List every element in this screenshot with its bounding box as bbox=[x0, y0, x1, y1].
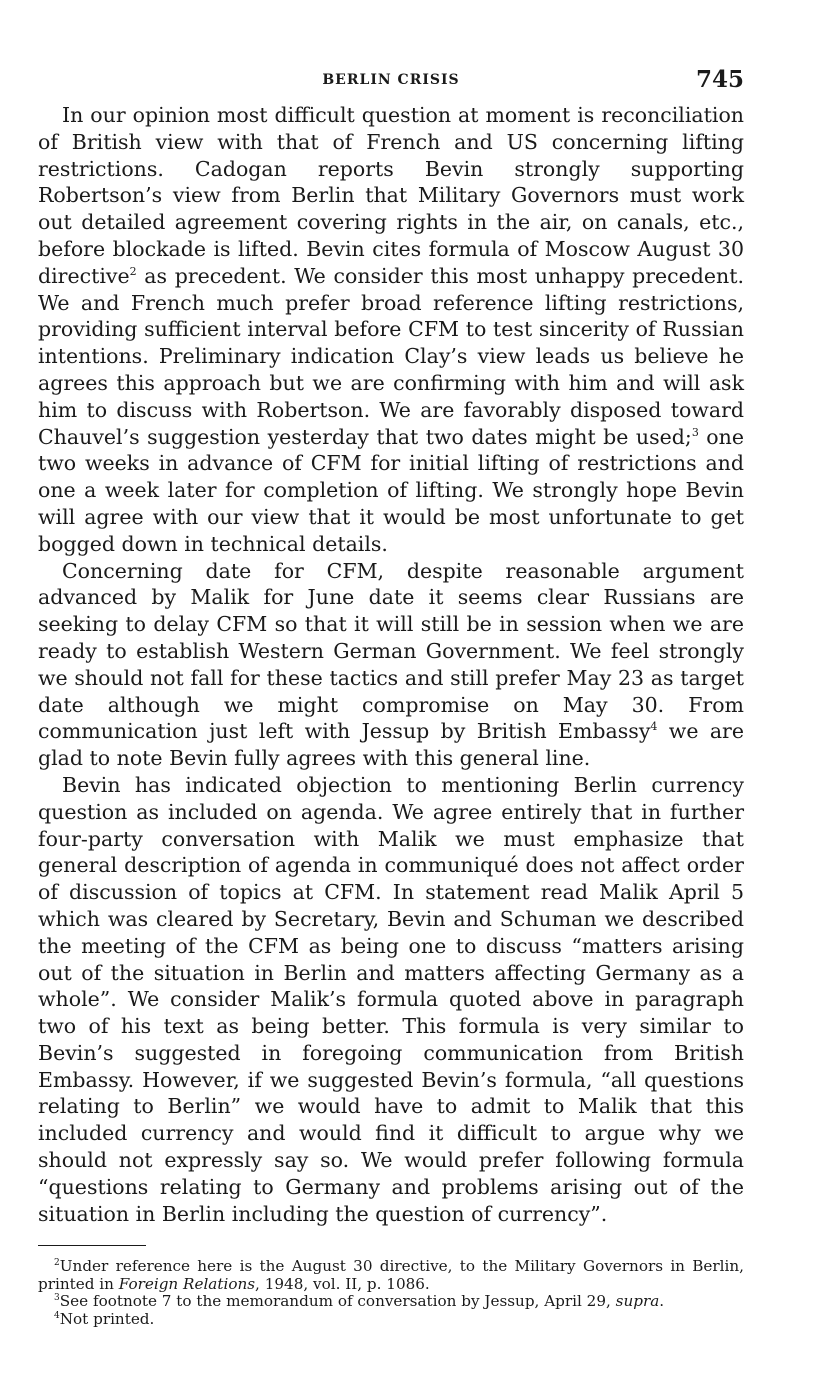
footnote-ref: 2 bbox=[129, 264, 137, 278]
footnote-italic: supra bbox=[615, 1292, 660, 1311]
footnote-3 bbox=[38, 1293, 744, 1310]
footnote-marker: 4 bbox=[54, 1310, 60, 1321]
footnote-ref: 3 bbox=[691, 425, 699, 439]
paragraph-text: we are glad to note Bevin fully agrees with this general line. bbox=[38, 719, 744, 771]
footnote-italic: Foreign Relations bbox=[118, 1274, 256, 1293]
paragraph-1 bbox=[38, 102, 744, 558]
footnote-text: , p. 1086. bbox=[357, 1274, 430, 1293]
paragraph-text: as precedent. We consider this most unhappy precedent. We and French much prefer broad reference lifting restrictions, providing sufficient interval before CFM to test sincerity of Russian intentions. Preliminary indication Clay’s view leads us believe he agrees this approach but we are confirming with him and will ask him to discuss with Robertson. We are favorably disposed toward Chauvel’s suggestion yesterday that two dates might be used; bbox=[38, 263, 744, 449]
footnote-divider bbox=[38, 1245, 146, 1246]
paragraph-3 bbox=[38, 772, 744, 1228]
footnote-marker: 2 bbox=[54, 1258, 60, 1269]
paragraph-text: one two weeks in advance of CFM for initial lifting of restrictions and one a week later for completion of lifting. We strongly hope Bevin will agree with our view that it would be most unfortunate to get bogged down in technical details. bbox=[38, 424, 744, 556]
footnote-text: Not printed. bbox=[59, 1309, 155, 1328]
footnote-text: Under reference here is the August 30 directive, to the Military Governors in Berlin, printed in bbox=[38, 1257, 744, 1293]
footnote-marker: 3 bbox=[54, 1293, 60, 1304]
footnote-2 bbox=[38, 1258, 744, 1293]
footnote-4 bbox=[38, 1311, 744, 1328]
page-number: 745 bbox=[695, 66, 744, 93]
running-head: BERLIN CRISIS bbox=[322, 72, 460, 88]
footnote-text: , 1948, vol. bbox=[255, 1274, 346, 1293]
footnote-text: . bbox=[659, 1292, 665, 1311]
paragraph-text: In our opinion most difficult question at moment is reconciliation of British view with that of French and US concerning lifting restrictions. Cadogan reports Bevin strongly supporting Robertson’s view from Berlin that Military Governors must work out detailed agreement covering rights in the air, on canals, etc., before blockade is lifted. Bevin cites formula of Moscow August 30 directive bbox=[38, 103, 744, 288]
footnote-ref: 4 bbox=[650, 720, 658, 734]
page-header bbox=[38, 62, 744, 102]
footnotes bbox=[38, 1258, 744, 1328]
paragraph-text: Concerning date for CFM, despite reasonable argument advanced by Malik for June date it seems clear Russians are seeking to delay CFM so that it will still be in session when we are ready to establish Western German Government. We feel strongly we should not fall for these tactics and still prefer May 23 as target date although we might compromise on May 30. From communication just left with Jessup by British Embassy bbox=[38, 558, 744, 744]
body-text bbox=[38, 102, 744, 1227]
footnote-volume: II bbox=[345, 1274, 358, 1293]
footnote-text: See footnote 7 to the memorandum of conversation by Jessup, April 29, bbox=[59, 1292, 616, 1311]
paragraph-2 bbox=[38, 558, 744, 772]
document-page bbox=[38, 62, 744, 1328]
paragraph-text: Bevin has indicated objection to mentioning Berlin currency question as included on agenda. We agree entirely that in further four-party conversation with Malik we must emphasize that general description of agenda in communiqué does not affect order of discussion of topics at CFM. In statement read Malik April 5 which was cleared by Secretary, Bevin and Schuman we described the meeting of the CFM as being one to discuss “matters arising out of the situation in Berlin and matters affecting Germany as a whole”. We consider Malik’s formula quoted above in paragraph two of his text as being better. This formula is very similar to Bevin’s suggested in foregoing communication from British Embassy. However, if we suggested Bevin’s formula, “all questions relating to Berlin” we would have to admit to Malik that this included currency and would find it difficult to argue why we should not expressly say so. We would prefer following formula “questions relating to Germany and problems arising out of the situation in Berlin including the question of currency”. bbox=[38, 772, 744, 1226]
